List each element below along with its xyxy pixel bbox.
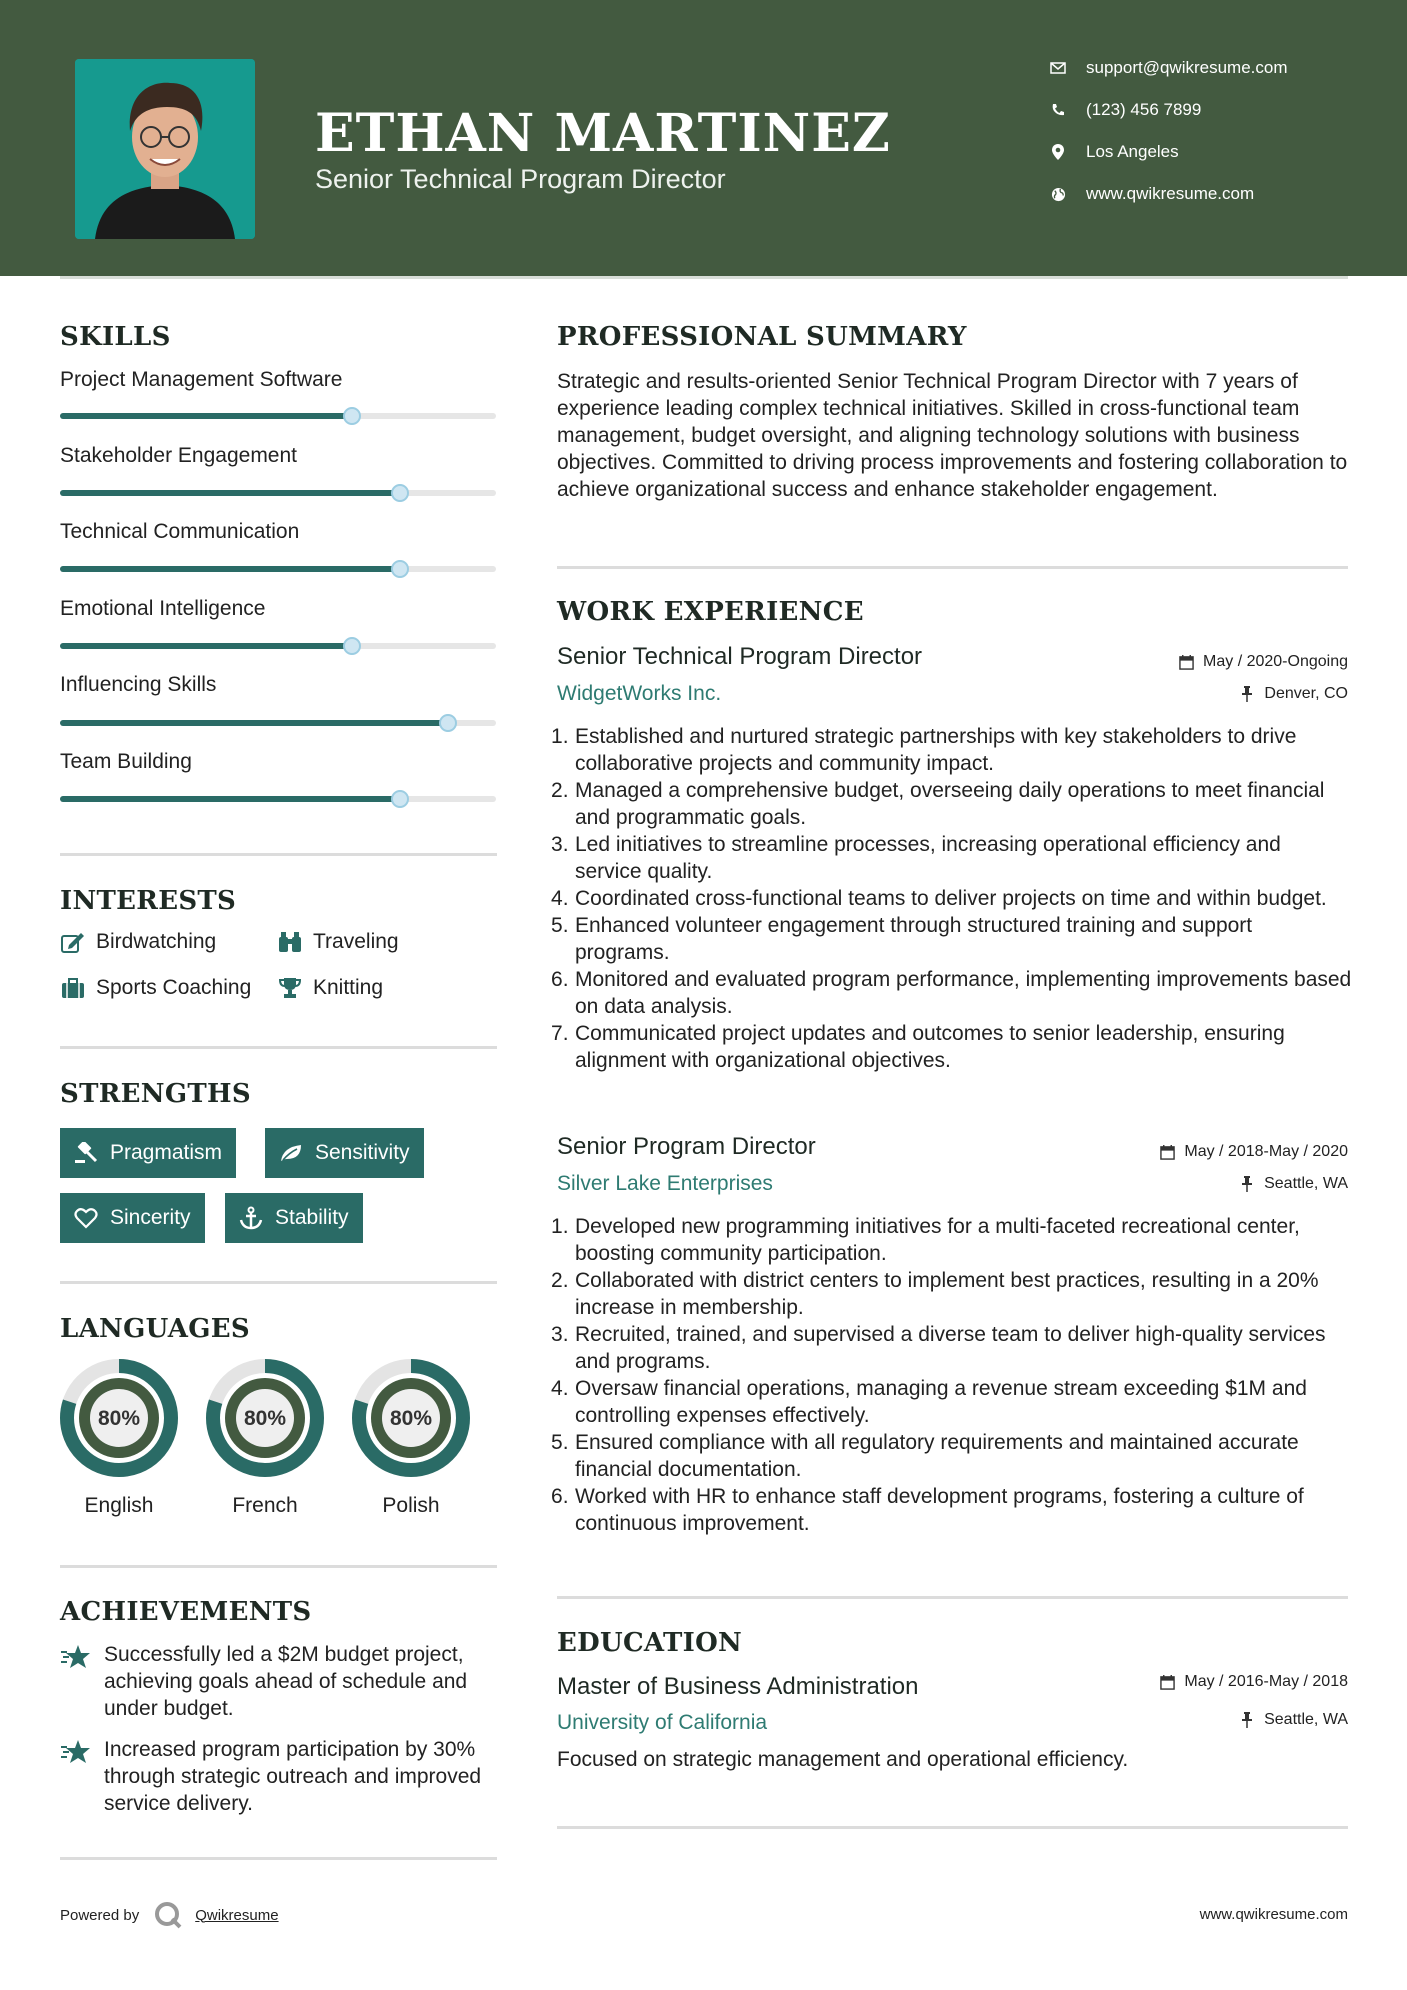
section-divider — [60, 853, 497, 856]
strength-tag — [60, 1128, 236, 1178]
summary-text: Strategic and results-oriented Senior Technical Program Director with 7 years of experience leading complex technical initiatives. Skilled in cross-functional team management, budget oversight, and aligning technology solutions with business objectives. Committed to driving process improvements and fostering collaboration to achieve organizational success and enhance stakeholder engagement. — [557, 370, 1348, 501]
job-title: Senior Program Director — [557, 1133, 816, 1160]
section-divider — [60, 1046, 497, 1049]
brand-link[interactable]: Qwikresume — [195, 1906, 279, 1924]
interest-item — [60, 975, 251, 1001]
job-date-text: May / 2020-Ongoing — [1203, 653, 1348, 670]
job-date — [1158, 1143, 1348, 1161]
skill-bar — [60, 413, 496, 419]
section-divider — [557, 566, 1348, 569]
contact-phone-text: (123) 456 7899 — [1086, 100, 1202, 119]
pushpin-icon — [1238, 1711, 1256, 1729]
skill-label: Team Building — [60, 750, 192, 773]
job-company: WidgetWorks Inc. — [557, 682, 722, 705]
job-bullet: Led initiatives to streamline processes, increasing operational efficiency and service quality. — [575, 833, 1281, 883]
pushpin-icon — [1238, 685, 1256, 703]
header-divider — [60, 276, 1348, 279]
language-label: French — [232, 1494, 298, 1517]
skill-bar — [60, 796, 496, 802]
job-bullet: Monitored and evaluated program performance, implementing improvements based on data analysis. — [575, 968, 1352, 1018]
strength-tag — [60, 1193, 205, 1243]
job-bullet: Oversaw financial operations, managing a revenue stream exceeding $1M and controlling expenses effectively. — [575, 1377, 1307, 1427]
job-date — [1177, 653, 1348, 671]
strength-label: Sincerity — [110, 1206, 191, 1229]
interest-label: Traveling — [313, 930, 399, 953]
qwikresume-logo-icon — [153, 1900, 183, 1930]
job-bullet: Established and nurtured strategic partnerships with key stakeholders to drive collaborative projects and community impact. — [575, 725, 1297, 775]
education-heading: EDUCATION — [557, 1628, 743, 1658]
language-percent: 80% — [97, 1407, 141, 1430]
job-location-text: Seattle, WA — [1264, 1175, 1348, 1192]
leaf-icon — [279, 1141, 303, 1165]
resume-header — [0, 0, 1407, 276]
job-company: Silver Lake Enterprises — [557, 1172, 773, 1195]
section-divider — [557, 1826, 1348, 1829]
skill-bar-fill — [60, 413, 352, 419]
job-title: Senior Technical Program Director — [557, 643, 923, 670]
strength-label: Stability — [275, 1206, 349, 1229]
heart-icon — [74, 1206, 98, 1230]
contact-website[interactable] — [1048, 184, 1254, 204]
interest-item — [277, 975, 383, 1001]
envelope-icon — [1048, 58, 1068, 78]
skill-bar-fill — [60, 566, 400, 572]
footer-powered-by — [60, 1900, 279, 1930]
candidate-name: ETHAN MARTINEZ — [315, 103, 891, 164]
phone-icon — [1048, 100, 1068, 120]
job-location-text: Denver, CO — [1264, 685, 1348, 702]
anchor-icon — [239, 1206, 263, 1230]
education-location-text: Seattle, WA — [1264, 1711, 1348, 1728]
calendar-icon — [1158, 1143, 1176, 1161]
achievement-text: Increased program participation by 30% through strategic outreach and improved service delivery. — [104, 1738, 482, 1815]
job-bullet: Ensured compliance with all regulatory requirements and maintained accurate financial documentation. — [575, 1431, 1299, 1481]
interest-item — [277, 929, 399, 955]
job-date-text: May / 2018-May / 2020 — [1184, 1143, 1348, 1160]
skill-bar-knob — [343, 407, 361, 425]
interest-item — [60, 929, 216, 955]
section-divider — [60, 1281, 497, 1284]
section-divider — [557, 1596, 1348, 1599]
job-bullet: Coordinated cross-functional teams to deliver projects on time and within budget. — [575, 887, 1327, 910]
education-location — [1238, 1711, 1348, 1729]
skill-label: Influencing Skills — [60, 673, 217, 696]
location-pin-icon — [1048, 142, 1068, 162]
trophy-icon — [277, 975, 303, 1001]
pencil-square-icon — [60, 929, 86, 955]
briefcase-icon — [60, 975, 86, 1001]
job-bullet: Managed a comprehensive budget, overseeing daily operations to meet financial and programmatic goals. — [575, 779, 1325, 829]
language-percent: 80% — [243, 1407, 287, 1430]
job-bullet: Collaborated with district centers to implement best practices, resulting in a 20% increase in membership. — [575, 1269, 1319, 1319]
skill-bar-fill — [60, 490, 400, 496]
star-icon — [60, 1643, 92, 1675]
contact-email-text: support@qwikresume.com — [1086, 58, 1288, 77]
language-percent: 80% — [389, 1407, 433, 1430]
strength-label: Sensitivity — [315, 1141, 410, 1164]
job-location — [1238, 685, 1348, 703]
education-date — [1158, 1673, 1348, 1691]
gavel-icon — [74, 1141, 98, 1165]
skill-label: Emotional Intelligence — [60, 597, 266, 620]
job-bullet: Enhanced volunteer engagement through structured training and support programs. — [575, 914, 1253, 964]
powered-by-text: Powered by — [60, 1906, 140, 1924]
calendar-icon — [1158, 1673, 1176, 1691]
language-label: Polish — [382, 1494, 440, 1517]
language-ring — [350, 1357, 472, 1479]
strength-tag — [225, 1193, 363, 1243]
job-bullet: Developed new programming initiatives for a multi-faceted recreational center, boosting community participation. — [575, 1215, 1300, 1265]
language-item — [204, 1357, 326, 1518]
job-bullet: Communicated project updates and outcomes to senior leadership, ensuring alignment with organizational objectives. — [575, 1022, 1285, 1072]
skills-heading: SKILLS — [60, 322, 171, 352]
skill-bar-knob — [343, 637, 361, 655]
skill-bar-knob — [439, 714, 457, 732]
skill-bar-fill — [60, 643, 352, 649]
interest-label: Birdwatching — [96, 930, 217, 953]
star-icon — [60, 1738, 92, 1770]
skill-bar-knob — [391, 484, 409, 502]
skill-bar — [60, 643, 496, 649]
contact-website-text: www.qwikresume.com — [1086, 184, 1255, 203]
section-divider — [60, 1857, 497, 1860]
skill-bar — [60, 490, 496, 496]
skill-bar-fill — [60, 796, 400, 802]
binoculars-icon — [277, 929, 303, 955]
skill-label: Technical Communication — [60, 520, 300, 543]
strength-label: Pragmatism — [110, 1141, 223, 1164]
education-description: Focused on strategic management and operational efficiency. — [557, 1748, 1129, 1771]
interest-label: Knitting — [313, 976, 384, 999]
job-location — [1238, 1175, 1348, 1193]
skill-label: Stakeholder Engagement — [60, 444, 297, 467]
interests-heading: INTERESTS — [60, 886, 237, 916]
language-label: English — [84, 1494, 154, 1517]
achievements-heading: ACHIEVEMENTS — [60, 1597, 312, 1627]
job-bullets — [557, 723, 1352, 1074]
globe-icon — [1048, 184, 1068, 204]
job-bullets — [557, 1213, 1352, 1537]
summary-heading: PROFESSIONAL SUMMARY — [557, 322, 967, 352]
strengths-heading: STRENGTHS — [60, 1079, 251, 1109]
language-ring — [58, 1357, 180, 1479]
skill-bar — [60, 566, 496, 572]
achievement-item — [60, 1641, 500, 1722]
skill-bar-knob — [391, 790, 409, 808]
section-divider — [60, 1565, 497, 1568]
candidate-role: Senior Technical Program Director — [315, 164, 726, 194]
contact-location — [1048, 142, 1179, 162]
work-heading: WORK EXPERIENCE — [557, 597, 864, 627]
contact-email[interactable] — [1048, 58, 1288, 78]
education-date-text: May / 2016-May / 2018 — [1184, 1673, 1348, 1690]
achievement-item — [60, 1736, 500, 1817]
contact-phone[interactable] — [1048, 100, 1201, 120]
job-bullet: Worked with HR to enhance staff development programs, fostering a culture of continuous improvement. — [575, 1485, 1304, 1535]
job-bullet: Recruited, trained, and supervised a diverse team to deliver high-quality services and programs. — [575, 1323, 1326, 1373]
skill-bar — [60, 720, 496, 726]
achievement-text: Successfully led a $2M budget project, achieving goals ahead of schedule and under budget. — [104, 1643, 468, 1720]
degree-title: Master of Business Administration — [557, 1673, 919, 1700]
skill-bar-knob — [391, 560, 409, 578]
pushpin-icon — [1238, 1175, 1256, 1193]
language-ring — [204, 1357, 326, 1479]
language-item — [58, 1357, 180, 1518]
footer-url[interactable]: www.qwikresume.com — [1199, 1906, 1348, 1923]
contact-location-text: Los Angeles — [1086, 142, 1179, 161]
skill-bar-fill — [60, 720, 448, 726]
school-name: University of California — [557, 1711, 768, 1734]
skill-label: Project Management Software — [60, 368, 343, 391]
interest-label: Sports Coaching — [96, 976, 252, 999]
strength-tag — [265, 1128, 424, 1178]
languages-heading: LANGUAGES — [60, 1314, 250, 1344]
language-item — [350, 1357, 472, 1518]
profile-photo — [75, 59, 255, 239]
calendar-icon — [1177, 653, 1195, 671]
